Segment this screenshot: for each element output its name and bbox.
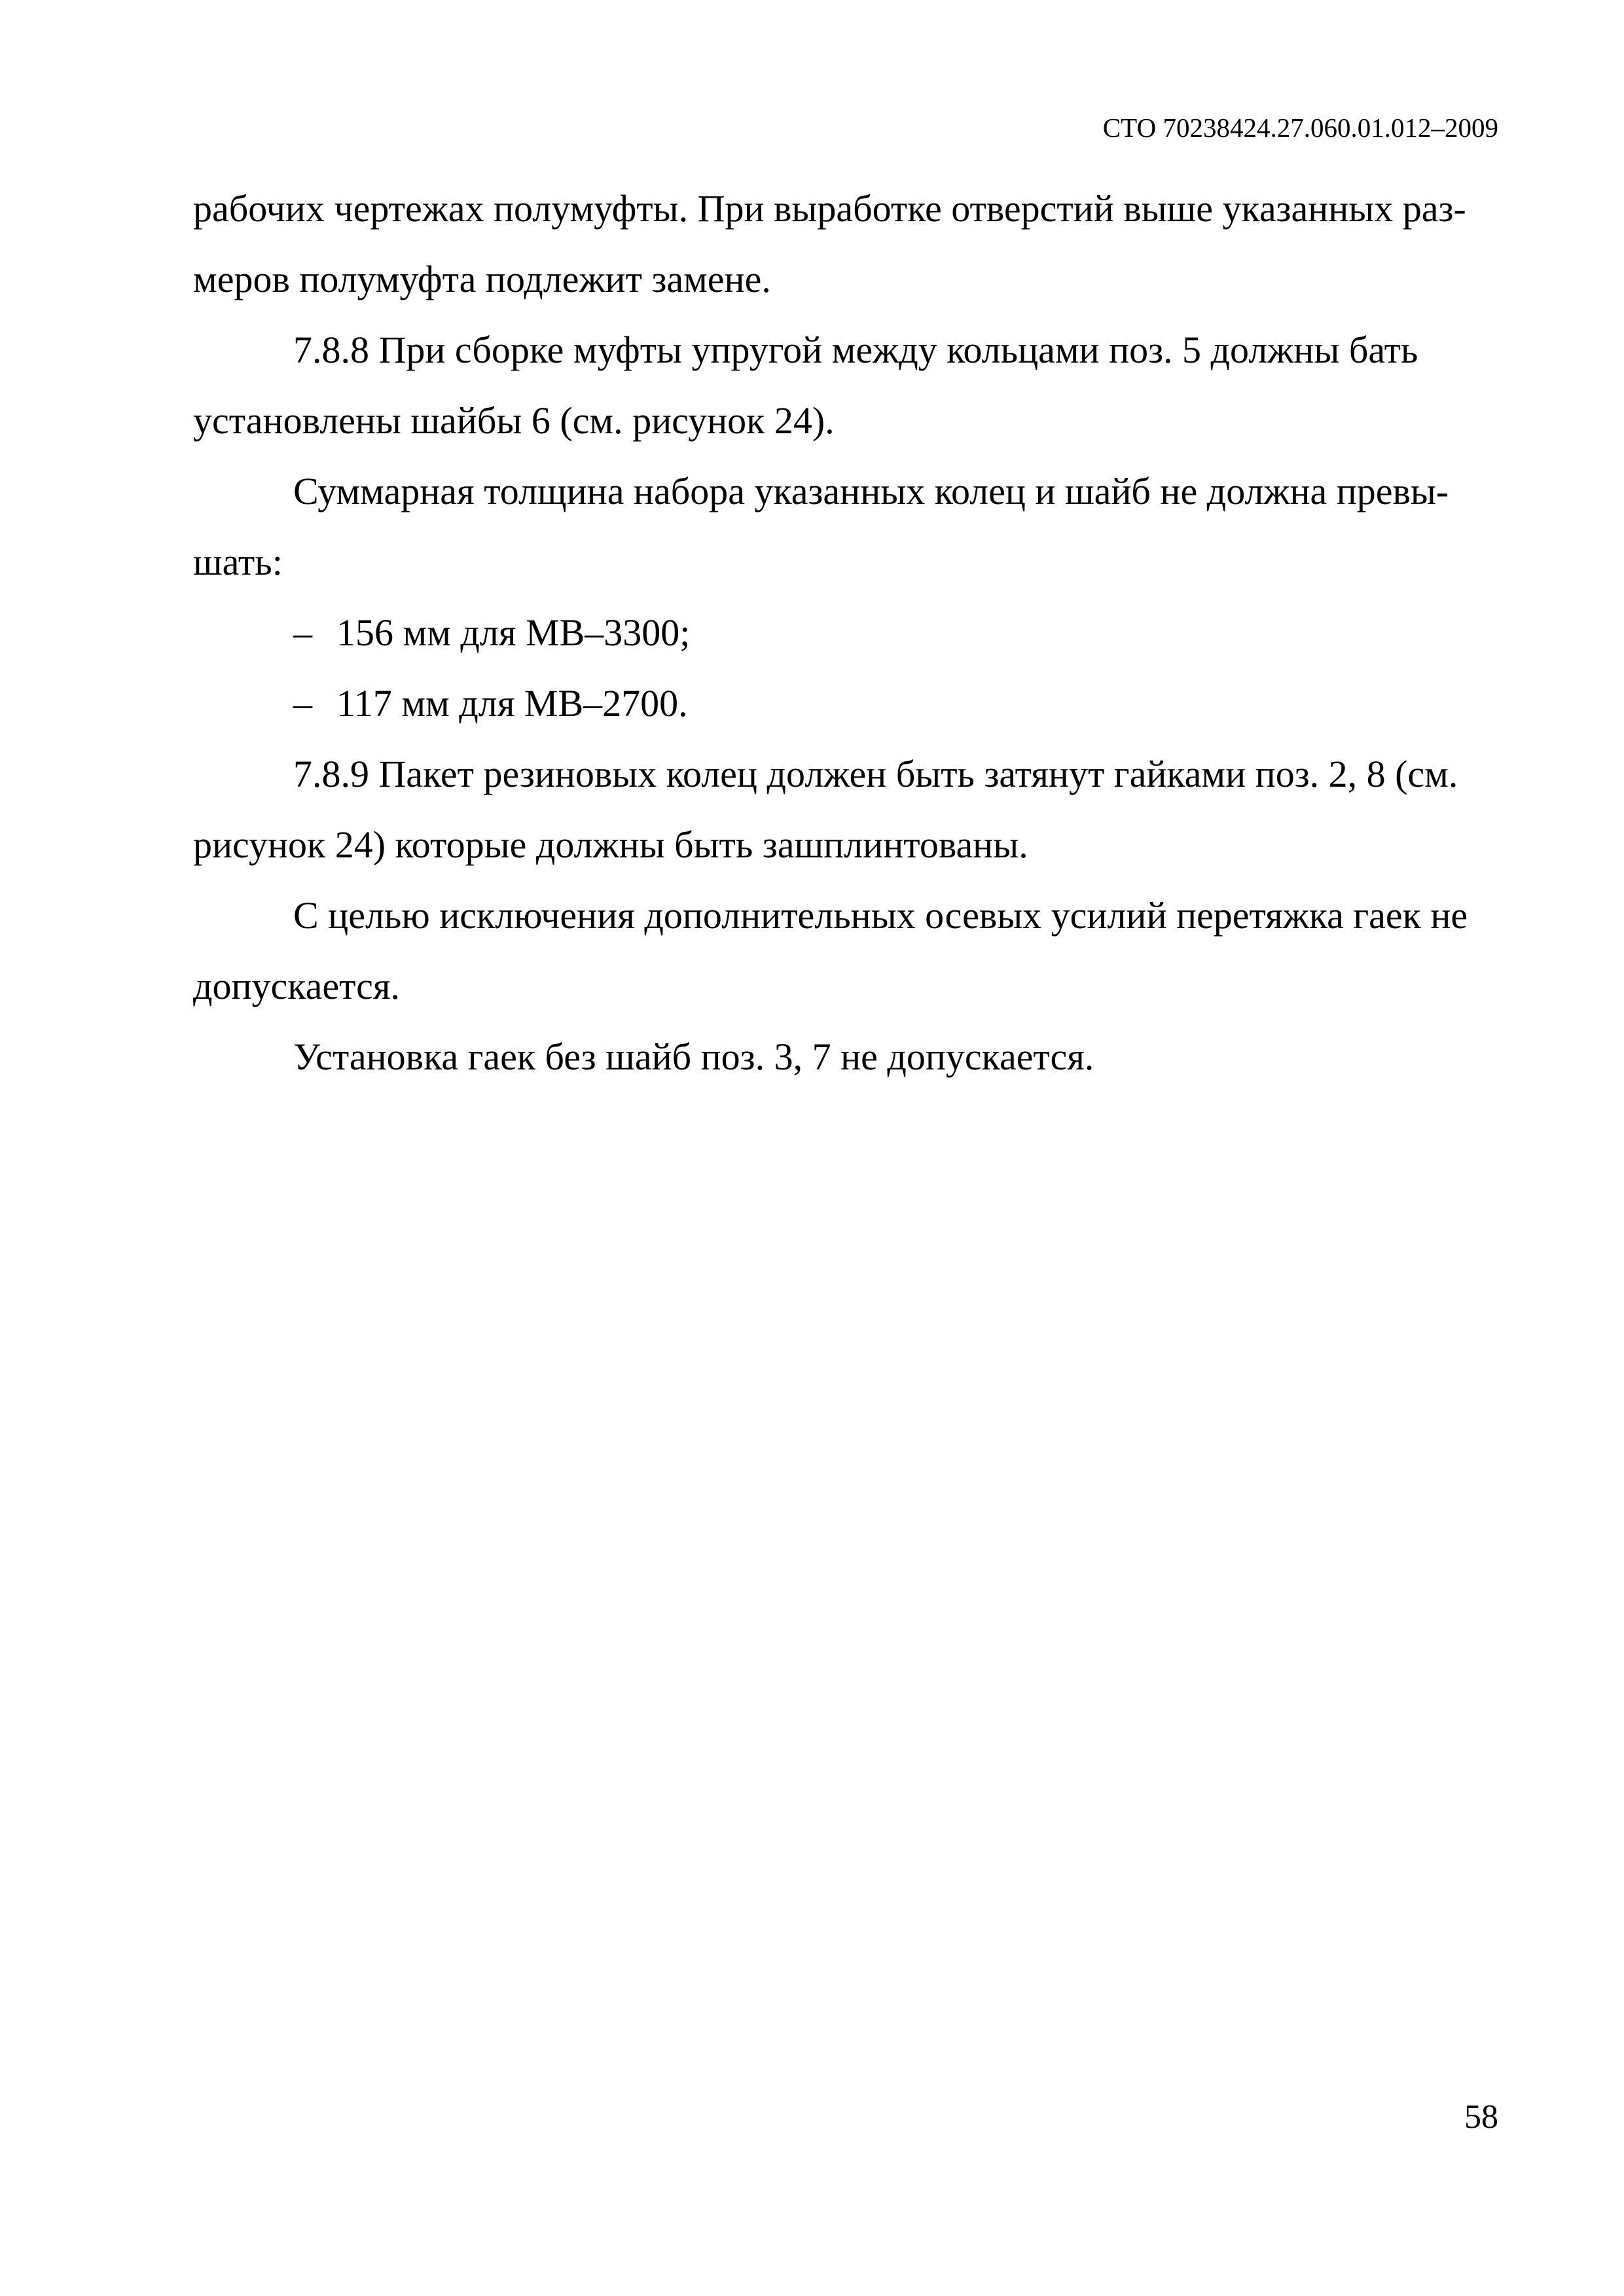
paragraph-overtightening xyxy=(193,880,1496,1022)
paragraph-7-8-9 xyxy=(193,739,1496,880)
list-item-text: 117 мм для МВ–2700. xyxy=(336,682,688,725)
paragraph-line: шать: xyxy=(193,541,283,583)
paragraph-line: рисунок 24) которые должны быть зашплинтованы. xyxy=(193,823,1028,866)
paragraph-line: 7.8.8 При сборке муфты упругой между кольцами поз. 5 должны бать xyxy=(293,329,1418,371)
paragraph-line: меров полумуфта подлежит замене. xyxy=(193,258,771,300)
paragraph-continuation xyxy=(193,173,1496,315)
paragraph-line: установлены шайбы 6 (см. рисунок 24). xyxy=(193,399,835,442)
list-item-text: 156 мм для МВ–3300; xyxy=(336,611,691,654)
page-number: 58 xyxy=(1464,2098,1498,2136)
list-dash: – xyxy=(293,682,312,725)
body-text xyxy=(193,173,1496,1092)
paragraph-line: С целью исключения дополнительных осевых усилий перетяжка гаек не xyxy=(293,894,1468,937)
paragraph-7-8-8 xyxy=(193,315,1496,456)
paragraph-washers xyxy=(193,1022,1496,1092)
list-item xyxy=(193,598,1496,668)
paragraph-line: Суммарная толщина набора указанных колец и шайб не должна превы- xyxy=(293,470,1449,512)
paragraph-total-thickness xyxy=(193,456,1496,598)
paragraph-line: 7.8.9 Пакет резиновых колец должен быть затянут гайками поз. 2, 8 (см. xyxy=(293,753,1458,795)
list-item xyxy=(193,668,1496,739)
paragraph-line: рабочих чертежах полумуфты. При выработке отверстий выше указанных раз- xyxy=(193,187,1466,230)
paragraph-line: допускается. xyxy=(193,965,401,1007)
paragraph-line: Установка гаек без шайб поз. 3, 7 не допускается. xyxy=(293,1035,1094,1078)
list-dash: – xyxy=(293,611,312,654)
document-code-header: СТО 70238424.27.060.01.012–2009 xyxy=(1102,113,1498,143)
